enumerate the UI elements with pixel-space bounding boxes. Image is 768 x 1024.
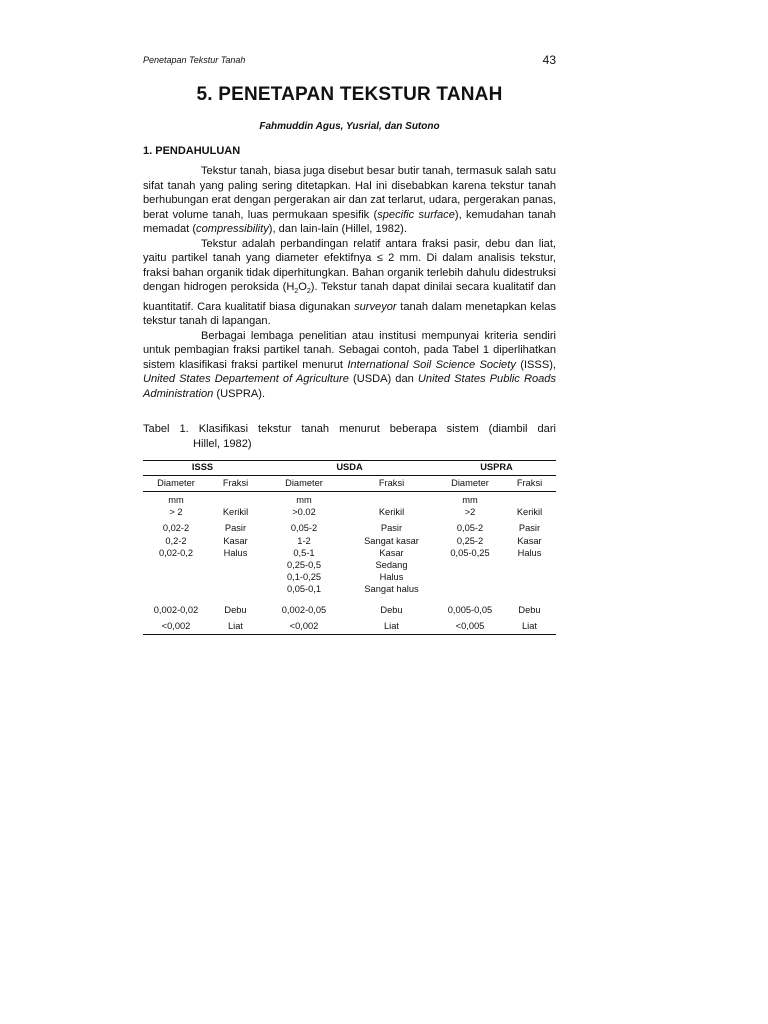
cell-value: Pasir [380, 523, 403, 534]
chapter-title: 5. PENETAPAN TEKSTUR TANAH [196, 84, 503, 105]
col-header: Fraksi [209, 476, 262, 492]
cell-value: 0,25-2 [456, 535, 484, 546]
cell-value: Kasar [517, 535, 542, 546]
text-run: (USDA) dan [348, 373, 418, 386]
table-cell [143, 518, 209, 595]
table-cell: <0,002 [143, 616, 209, 635]
table-row-clay [143, 616, 556, 635]
table-cell: Liat [209, 616, 262, 635]
body-text [143, 164, 556, 401]
cell-value: Halus [379, 572, 404, 583]
cell-value: Sangat kasar [364, 535, 419, 546]
cell-value: > 2 [169, 507, 183, 518]
table-cell: Liat [346, 616, 437, 635]
table-cell [503, 518, 556, 595]
running-header [143, 55, 556, 65]
table-cell: <0,002 [262, 616, 346, 635]
cell-value: Kasar [379, 547, 404, 558]
table-cell [209, 492, 262, 519]
text-run: O [298, 281, 307, 293]
cell-value: Sedang [375, 560, 408, 571]
italic-term: specific surface [377, 208, 455, 221]
paragraph-1 [143, 164, 556, 237]
table-cell [437, 518, 503, 595]
subscript: 2 [294, 288, 299, 296]
cell-value: 0,25-0,5 [286, 560, 322, 571]
text-run: ), kemudahan tanah memadat ( [143, 208, 556, 235]
caption-line-1: Tabel 1. Klasifikasi tekstur tanah menurut beberapa sistem (diambil dari [143, 423, 556, 435]
running-title: Penetapan Tekstur Tanah [143, 55, 246, 65]
cell-value: 0,1-0,25 [286, 572, 322, 583]
text-run: Berbagai lembaga penelitian atau institusi mempunyai kriteria sendiri untuk pembagian fraksi partikel tanah. Sebagai contoh, pada Tabel 1 diperlihatkan sistem klasifikasi fraksi partikel menurut [143, 329, 556, 371]
italic-term: United States Public Roads Administration [143, 373, 557, 400]
table-cell: <0,005 [437, 616, 503, 635]
cell-value: 0,02-2 [162, 523, 190, 534]
cell-value: 0,05-0,1 [286, 584, 322, 595]
italic-term: compressibility [196, 223, 269, 235]
cell-value: 0,05-2 [290, 523, 318, 534]
cell-value: 0,05-0,25 [450, 547, 490, 558]
text-run: (USPRA). [213, 387, 266, 400]
table-cell [437, 492, 503, 519]
cell-value: >0.02 [292, 507, 316, 518]
cell-value: Sangat halus [364, 584, 419, 595]
table-cell [503, 492, 556, 519]
cell-value: Kerikil [516, 507, 543, 518]
text-run: Tekstur tanah, biasa juga disebut besar butir tanah, termasuk salah satu sifat tanah yang paling sering ditetapkan. Hal ini disebabkan karena tekstur tanah berhubungan erat dengan pergerakan air dan zat terlarut, udara, pergerakan panas, berat volume tanah, luas permukaan spesifik ( [143, 165, 556, 221]
col-header: Fraksi [346, 476, 437, 492]
col-header: Diameter [143, 476, 209, 492]
italic-term: International Soil Science Society [347, 358, 516, 371]
table-cell: Debu [380, 604, 403, 615]
cell-value: 0,2-2 [165, 535, 187, 546]
table-row-gravel [143, 492, 556, 519]
section-heading: 1. PENDAHULUAN [143, 145, 241, 157]
text-run: ), dan lain-lain (Hillel, 1982). [268, 223, 407, 235]
table-cell [262, 492, 346, 519]
cell-value: 0,5-1 [293, 547, 315, 558]
table-cell: 0,002-0,02 [153, 604, 199, 615]
cell-value: 0,02-0,2 [158, 547, 194, 558]
col-header: Diameter [437, 476, 503, 492]
text-run: ). Tekstur tanah dapat dinilai secara kualitatif dan kuantitatif. Cara kualitatif biasa digunakan [143, 281, 556, 313]
page-number: 43 [542, 53, 556, 67]
unit-label: mm [462, 495, 478, 505]
table-subheader [143, 476, 556, 492]
cell-value: >2 [464, 507, 476, 518]
table-cell [209, 518, 262, 595]
table-cell [346, 492, 437, 519]
cell-value: 0,05-2 [456, 523, 484, 534]
table-cell [143, 492, 209, 519]
cell-value: Halus [223, 547, 248, 558]
table-row-silt [143, 596, 556, 616]
paragraph-2 [143, 237, 556, 329]
cell-value: 1-2 [297, 535, 311, 546]
unit-label: mm [168, 495, 184, 505]
texture-classification-table [143, 460, 556, 635]
cell-value: Pasir [518, 523, 541, 534]
table-cell: Liat [503, 616, 556, 635]
cell-value: Kerikil [378, 507, 405, 518]
table-cell: Debu [224, 604, 247, 615]
cell-value: Halus [517, 547, 542, 558]
table-row-sand [143, 518, 556, 595]
cell-value: Kasar [223, 535, 248, 546]
italic-term: United States Departement of Agriculture [143, 373, 349, 386]
table-cell: 0,005-0,05 [447, 604, 493, 615]
col-header: Fraksi [503, 476, 556, 492]
table-system-header [143, 461, 556, 476]
authors-line: Fahmuddin Agus, Yusrial, dan Sutono [259, 121, 440, 132]
text-run: tanah dalam menetapkan kelas tekstur tanah di lapangan. [143, 300, 556, 328]
cell-value: Kerikil [222, 507, 249, 518]
table-cell [262, 518, 346, 595]
table-cell: Debu [518, 604, 541, 615]
italic-term: surveyor [354, 300, 397, 313]
system-header-isss: ISSS [143, 461, 262, 476]
table-cell: 0,002-0,05 [281, 604, 327, 615]
paragraph-3 [143, 329, 556, 402]
col-header: Diameter [262, 476, 346, 492]
table-caption [143, 422, 556, 452]
cell-value: Pasir [224, 523, 247, 534]
caption-line-2: Hillel, 1982) [193, 438, 252, 450]
text-run: Tekstur adalah perbandingan relatif antara fraksi pasir, debu dan liat, yaitu partikel tanah yang diameter efektifnya ≤ 2 mm. Di dalam analisis tekstur, fraksi bahan organik tidak diperhitungkan. Bahan organik terlebih dahulu didestruksi dengan hidrogen peroksida (H [143, 237, 556, 293]
unit-label: mm [296, 495, 312, 505]
subscript: 2 [306, 288, 311, 296]
system-header-usda: USDA [262, 461, 437, 476]
text-run: (ISSS), [515, 358, 556, 371]
system-header-uspra: USPRA [437, 461, 556, 476]
table-cell [346, 518, 437, 595]
